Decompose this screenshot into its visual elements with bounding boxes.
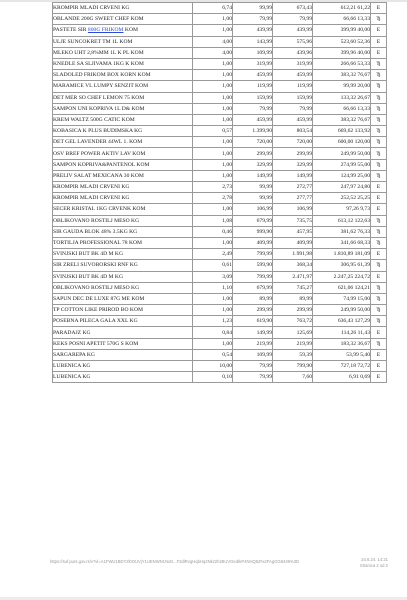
item-total: 329,99 bbox=[273, 159, 313, 170]
item-base-and-tax: 133,32 26,67 bbox=[313, 92, 371, 103]
item-quantity: 6,74 bbox=[193, 3, 233, 14]
receipt-items-table bbox=[52, 2, 387, 383]
item-total: 272,77 bbox=[273, 182, 313, 193]
table-row bbox=[53, 70, 387, 81]
item-quantity: 1,00 bbox=[193, 81, 233, 92]
item-total: 439,96 bbox=[273, 47, 313, 58]
receipt-items-body bbox=[53, 3, 387, 383]
item-total: 409,99 bbox=[273, 237, 313, 248]
item-name bbox=[53, 81, 193, 92]
item-unit-price: 1.399,90 bbox=[233, 126, 273, 137]
item-tax-label: Ђ bbox=[371, 305, 387, 316]
item-unit-price: 79,99 bbox=[233, 14, 273, 25]
item-tax-label: E bbox=[371, 249, 387, 260]
item-name-text: SVINJSKI BUT BK 4D M KG bbox=[53, 251, 123, 258]
item-base-and-tax: 66,66 13,33 bbox=[313, 103, 371, 114]
item-name-text: SIR ZRELI SUVOBORSKI RNF KG bbox=[53, 262, 138, 269]
item-quantity: 1,00 bbox=[193, 14, 233, 25]
item-unit-price: 79,99 bbox=[233, 372, 273, 383]
item-quantity: 1,23 bbox=[193, 316, 233, 327]
item-unit-price: 999,90 bbox=[233, 226, 273, 237]
item-base-and-tax: 600,00 120,00 bbox=[313, 137, 371, 148]
item-base-and-tax: 266,66 53,33 bbox=[313, 58, 371, 69]
item-name-text: OBLANDE 200G SWEET CHEF KOM bbox=[53, 16, 144, 23]
item-unit-price: 79,99 bbox=[233, 103, 273, 114]
item-quantity: 1,00 bbox=[193, 237, 233, 248]
item-unit-price: 99,99 bbox=[233, 3, 273, 14]
item-name-text: ULJE SUNCOKRET TM 1L KOM bbox=[53, 38, 133, 45]
item-quantity: 2,49 bbox=[193, 249, 233, 260]
item-quantity: 1,00 bbox=[193, 92, 233, 103]
item-base-and-tax: 183,32 36,67 bbox=[313, 338, 371, 349]
item-name-text: KROMPIR MLADI CRVENI KG bbox=[53, 5, 130, 12]
item-name bbox=[53, 260, 193, 271]
item-total: 720,00 bbox=[273, 137, 313, 148]
item-name bbox=[53, 137, 193, 148]
item-name bbox=[53, 215, 193, 226]
item-unit-price: 299,99 bbox=[233, 305, 273, 316]
item-tax-label: Ђ bbox=[371, 159, 387, 170]
item-quantity: 4,00 bbox=[193, 47, 233, 58]
item-total: 299,99 bbox=[273, 305, 313, 316]
item-name-text: KREM WALTZ 500G CATIC KOM bbox=[53, 116, 135, 123]
item-unit-price: 159,99 bbox=[233, 92, 273, 103]
item-name-text: LUBENICA KG bbox=[53, 374, 91, 381]
item-unit-price: 219,99 bbox=[233, 338, 273, 349]
item-tax-label: Ђ bbox=[371, 170, 387, 181]
item-tax-label: E bbox=[371, 349, 387, 360]
item-name bbox=[53, 25, 193, 36]
item-base-and-tax: 74,99 15,00 bbox=[313, 293, 371, 304]
item-unit-price: 109,99 bbox=[233, 47, 273, 58]
table-row bbox=[53, 25, 387, 36]
table-row bbox=[53, 92, 387, 103]
item-name bbox=[53, 193, 193, 204]
item-total: 1.991,98 bbox=[273, 249, 313, 260]
item-name bbox=[53, 92, 193, 103]
item-quantity: 1,00 bbox=[193, 338, 233, 349]
item-total: 79,99 bbox=[273, 14, 313, 25]
item-tax-label: Ђ bbox=[371, 126, 387, 137]
item-name bbox=[53, 237, 193, 248]
item-total: 79,99 bbox=[273, 103, 313, 114]
item-tax-label: Ђ bbox=[371, 226, 387, 237]
item-tax-label: Ђ bbox=[371, 316, 387, 327]
item-unit-price: 106,99 bbox=[233, 204, 273, 215]
item-total: 763,72 bbox=[273, 316, 313, 327]
item-name bbox=[53, 114, 193, 125]
item-total: 575,96 bbox=[273, 36, 313, 47]
item-tax-label: Ђ bbox=[371, 92, 387, 103]
table-row bbox=[53, 249, 387, 260]
item-name-text: DET MER SO CHEF LEMON 75 KOM bbox=[53, 94, 145, 101]
item-tax-label: Ђ bbox=[371, 293, 387, 304]
item-total: 803,54 bbox=[273, 126, 313, 137]
item-base-and-tax: 399,99 40,00 bbox=[313, 25, 371, 36]
item-name bbox=[53, 182, 193, 193]
item-quantity: 2,73 bbox=[193, 182, 233, 193]
item-unit-price: 409,99 bbox=[233, 237, 273, 248]
item-name-text: PASTETE SIR bbox=[53, 27, 88, 34]
item-total: 457,95 bbox=[273, 226, 313, 237]
table-row bbox=[53, 36, 387, 47]
item-name-text: MLEKO UHT 2,8%MM 1L K PL KOM bbox=[53, 49, 144, 56]
item-quantity: 4,00 bbox=[193, 36, 233, 47]
item-quantity: 0,57 bbox=[193, 126, 233, 137]
item-base-and-tax: 381,62 76,33 bbox=[313, 226, 371, 237]
item-name-text: OSV BREF POWER AKTIV LAV KOM bbox=[53, 150, 146, 157]
item-tax-label: E bbox=[371, 271, 387, 282]
footer-meta bbox=[360, 557, 388, 568]
item-name-text: SLADOLED FRIKOM BOX KORN KOM bbox=[53, 72, 151, 79]
item-name-text: POSEBNA PILECA GALA XXL KG bbox=[53, 318, 138, 325]
table-row bbox=[53, 204, 387, 215]
table-row bbox=[53, 14, 387, 25]
item-name bbox=[53, 70, 193, 81]
item-tax-label: E bbox=[371, 36, 387, 47]
item-tax-label: Ђ bbox=[371, 215, 387, 226]
item-base-and-tax: 383,32 76,67 bbox=[313, 114, 371, 125]
item-unit-price: 109,99 bbox=[233, 349, 273, 360]
item-total: 735,75 bbox=[273, 215, 313, 226]
item-name bbox=[53, 58, 193, 69]
item-base-and-tax: 249,99 50,00 bbox=[313, 305, 371, 316]
item-quantity: 0,46 bbox=[193, 226, 233, 237]
item-unit-price: 89,99 bbox=[233, 293, 273, 304]
table-row bbox=[53, 349, 387, 360]
item-tax-label: Ђ bbox=[371, 58, 387, 69]
footer-date: 24.6.24. 14:21 bbox=[361, 557, 388, 562]
item-total: 277,77 bbox=[273, 193, 313, 204]
item-total: 119,99 bbox=[273, 81, 313, 92]
table-row bbox=[53, 293, 387, 304]
item-base-and-tax: 341,66 68,33 bbox=[313, 237, 371, 248]
item-total: 459,99 bbox=[273, 114, 313, 125]
item-unit-price: 439,99 bbox=[233, 25, 273, 36]
item-base-and-tax: 399,96 40,00 bbox=[313, 47, 371, 58]
item-unit-price: 459,99 bbox=[233, 114, 273, 125]
item-total: 89,99 bbox=[273, 293, 313, 304]
item-unit-price: 99,99 bbox=[233, 182, 273, 193]
item-base-and-tax: 99,99 20,00 bbox=[313, 81, 371, 92]
item-tax-label: Ђ bbox=[371, 148, 387, 159]
item-total: 319,99 bbox=[273, 58, 313, 69]
item-name bbox=[53, 305, 193, 316]
item-unit-price: 319,99 bbox=[233, 58, 273, 69]
item-tax-label: E bbox=[371, 372, 387, 383]
item-total: 106,99 bbox=[273, 204, 313, 215]
item-total: 745,27 bbox=[273, 282, 313, 293]
item-name-text: PARADAJZ KG bbox=[53, 329, 91, 336]
item-name-text: KROMPIR MLADI CRVENI KG bbox=[53, 184, 130, 191]
item-total: 673,43 bbox=[273, 3, 313, 14]
item-tax-label: E bbox=[371, 47, 387, 58]
item-unit-price: 679,99 bbox=[233, 215, 273, 226]
item-unit-price: 799,99 bbox=[233, 249, 273, 260]
item-base-and-tax: 249,99 50,00 bbox=[313, 148, 371, 159]
item-quantity: 1,00 bbox=[193, 114, 233, 125]
item-unit-price: 619,90 bbox=[233, 316, 273, 327]
item-quantity: 10,00 bbox=[193, 361, 233, 372]
item-unit-price: 79,99 bbox=[233, 361, 273, 372]
item-tax-label: E bbox=[371, 182, 387, 193]
item-name-text: SECER KRISTAL 1KG CRVENK KOM bbox=[53, 206, 146, 213]
table-row bbox=[53, 338, 387, 349]
table-row bbox=[53, 103, 387, 114]
item-tax-label: Ђ bbox=[371, 14, 387, 25]
page-footer bbox=[50, 557, 388, 571]
item-base-and-tax: 636,43 127,29 bbox=[313, 316, 371, 327]
item-name-text: TP COTTON LIKE PRIROD BO KOM bbox=[53, 307, 143, 314]
item-tax-label: E bbox=[371, 193, 387, 204]
item-tax-label: Ђ bbox=[371, 103, 387, 114]
item-unit-price: 799,99 bbox=[233, 271, 273, 282]
item-total: 439,99 bbox=[273, 25, 313, 36]
table-row bbox=[53, 361, 387, 372]
item-quantity: 0,10 bbox=[193, 372, 233, 383]
item-base-and-tax: 383,32 76,67 bbox=[313, 70, 371, 81]
item-tax-label: E bbox=[371, 327, 387, 338]
item-unit-price: 299,99 bbox=[233, 148, 273, 159]
item-tax-label: Ђ bbox=[371, 260, 387, 271]
item-total: 59,39 bbox=[273, 349, 313, 360]
table-row bbox=[53, 305, 387, 316]
table-row bbox=[53, 126, 387, 137]
item-name-link[interactable]: 800G FRIKOM bbox=[87, 27, 124, 34]
item-name-text: KNEDLE SA SLJIVAMA 1KG K KOM bbox=[53, 61, 144, 68]
item-name-text: DET GEL LAVENDER 44WL 1. KOM bbox=[53, 139, 143, 146]
item-tax-label: Ђ bbox=[371, 282, 387, 293]
item-name bbox=[53, 226, 193, 237]
item-name bbox=[53, 349, 193, 360]
item-unit-price: 119,99 bbox=[233, 81, 273, 92]
item-name-text: SARGAREPA KG bbox=[53, 351, 95, 358]
item-name-text: KEKS POSNI APETIT 570G S KOM bbox=[53, 340, 139, 347]
item-total: 299,99 bbox=[273, 148, 313, 159]
item-total: 125,69 bbox=[273, 327, 313, 338]
item-base-and-tax: 66,66 13,33 bbox=[313, 14, 371, 25]
table-row bbox=[53, 372, 387, 383]
item-base-and-tax: 306,95 61,39 bbox=[313, 260, 371, 271]
item-tax-label: Ђ bbox=[371, 114, 387, 125]
item-base-and-tax: 247,97 24,80 bbox=[313, 182, 371, 193]
table-row bbox=[53, 260, 387, 271]
item-name bbox=[53, 14, 193, 25]
item-total: 219,99 bbox=[273, 338, 313, 349]
item-name bbox=[53, 372, 193, 383]
item-base-and-tax: 274,99 55,00 bbox=[313, 159, 371, 170]
item-tax-label: E bbox=[371, 3, 387, 14]
item-name bbox=[53, 126, 193, 137]
item-unit-price: 599,90 bbox=[233, 260, 273, 271]
table-row bbox=[53, 47, 387, 58]
item-name-text: LUBENICA KG bbox=[53, 363, 91, 370]
item-tax-label: Ђ bbox=[371, 137, 387, 148]
item-name-text: SVINJSKI BUT BK 4D M KG bbox=[53, 273, 123, 280]
item-name bbox=[53, 249, 193, 260]
item-base-and-tax: 2.247,25 224,72 bbox=[313, 271, 371, 282]
item-total: 368,34 bbox=[273, 260, 313, 271]
item-name bbox=[53, 47, 193, 58]
item-base-and-tax: 124,99 25,00 bbox=[313, 170, 371, 181]
item-quantity: 1,00 bbox=[193, 305, 233, 316]
item-name-text: OBLIKOVANO ROSTILJ MESO KG bbox=[53, 217, 140, 224]
item-tax-label: Ђ bbox=[371, 338, 387, 349]
table-row bbox=[53, 137, 387, 148]
item-name-text: KOBASICA K PLUS BUDIMSKA KG bbox=[53, 128, 143, 135]
item-quantity: 1,08 bbox=[193, 215, 233, 226]
item-quantity: 1,00 bbox=[193, 25, 233, 36]
item-base-and-tax: 114,26 11,43 bbox=[313, 327, 371, 338]
item-quantity: 1,00 bbox=[193, 58, 233, 69]
table-row bbox=[53, 271, 387, 282]
item-name bbox=[53, 282, 193, 293]
table-row bbox=[53, 114, 387, 125]
item-quantity: 1,00 bbox=[193, 137, 233, 148]
table-row bbox=[53, 316, 387, 327]
item-name bbox=[53, 293, 193, 304]
item-base-and-tax: 613,12 122,63 bbox=[313, 215, 371, 226]
item-name bbox=[53, 170, 193, 181]
item-quantity: 1,00 bbox=[193, 103, 233, 114]
table-row bbox=[53, 282, 387, 293]
item-tax-label: E bbox=[371, 25, 387, 36]
item-name-text: KROMPIR MLADI CRVENI KG bbox=[53, 195, 130, 202]
item-base-and-tax: 669,62 133,92 bbox=[313, 126, 371, 137]
table-row bbox=[53, 327, 387, 338]
item-unit-price: 679,99 bbox=[233, 282, 273, 293]
footer-page-number: Stranica 2 od 2 bbox=[359, 562, 388, 568]
item-quantity: 1,00 bbox=[193, 148, 233, 159]
item-tax-label: Ђ bbox=[371, 70, 387, 81]
item-total: 2.471,97 bbox=[273, 271, 313, 282]
item-unit-price: 329,99 bbox=[233, 159, 273, 170]
item-quantity: 1,00 bbox=[193, 159, 233, 170]
item-total: 149,99 bbox=[273, 170, 313, 181]
item-unit-price: 143,99 bbox=[233, 36, 273, 47]
item-name bbox=[53, 36, 193, 47]
table-row bbox=[53, 58, 387, 69]
item-name-tail: KOM bbox=[123, 27, 138, 34]
item-base-and-tax: 727,18 72,72 bbox=[313, 361, 371, 372]
item-name bbox=[53, 316, 193, 327]
item-quantity: 1,00 bbox=[193, 70, 233, 81]
item-total: 799,90 bbox=[273, 361, 313, 372]
item-name bbox=[53, 103, 193, 114]
item-name-text: MARAMICE VL LUMPY SENZIT KOM bbox=[53, 83, 149, 90]
item-quantity: 1,00 bbox=[193, 293, 233, 304]
item-name bbox=[53, 271, 193, 282]
item-quantity: 1,00 bbox=[193, 170, 233, 181]
item-total: 459,99 bbox=[273, 70, 313, 81]
table-row bbox=[53, 226, 387, 237]
item-base-and-tax: 523,60 52,36 bbox=[313, 36, 371, 47]
item-quantity: 3,09 bbox=[193, 271, 233, 282]
table-row bbox=[53, 182, 387, 193]
item-name-text: SAMPON KOPRIVA&PANTENOL KOM bbox=[53, 161, 150, 168]
item-unit-price: 99,99 bbox=[233, 193, 273, 204]
item-quantity: 0,84 bbox=[193, 327, 233, 338]
item-name-text: SIR GAUDA BLOK 48% 3.5KG KG bbox=[53, 228, 138, 235]
item-base-and-tax: 1.810,89 181,09 bbox=[313, 249, 371, 260]
footer-url[interactable]: https://suf.purs.gov.rs/v?vl=A1FWU1BDYzl0OUVjY1UENWN1NxD...F3dlRvgHqbHq2Nkz2hzBUVOedIkP4NHQ6Z%2FAgGG8449%3D bbox=[50, 559, 300, 564]
item-quantity: 1,10 bbox=[193, 282, 233, 293]
item-name bbox=[53, 159, 193, 170]
item-name-text: SAMPON UNI KOPRIVA 1L D& KOM bbox=[53, 105, 145, 112]
table-row bbox=[53, 159, 387, 170]
item-unit-price: 459,99 bbox=[233, 70, 273, 81]
table-row bbox=[53, 237, 387, 248]
item-name-text: TORTILJA PROFESSIONAL 78 KOM bbox=[53, 240, 143, 247]
item-name bbox=[53, 3, 193, 14]
table-row bbox=[53, 3, 387, 14]
item-name bbox=[53, 361, 193, 372]
item-unit-price: 149,99 bbox=[233, 170, 273, 181]
item-quantity: 0,61 bbox=[193, 260, 233, 271]
item-base-and-tax: 53,99 5,40 bbox=[313, 349, 371, 360]
item-quantity: 2,78 bbox=[193, 193, 233, 204]
item-tax-label: E bbox=[371, 361, 387, 372]
table-row bbox=[53, 193, 387, 204]
item-tax-label: Ђ bbox=[371, 237, 387, 248]
item-name bbox=[53, 148, 193, 159]
item-unit-price: 720,00 bbox=[233, 137, 273, 148]
table-row bbox=[53, 148, 387, 159]
item-name-text: OBLIKOVANO ROSTILJ MESO KG bbox=[53, 284, 140, 291]
item-base-and-tax: 6,91 0,69 bbox=[313, 372, 371, 383]
item-name bbox=[53, 327, 193, 338]
item-unit-price: 149,99 bbox=[233, 327, 273, 338]
item-tax-label: E bbox=[371, 204, 387, 215]
item-base-and-tax: 252,52 25,25 bbox=[313, 193, 371, 204]
table-row bbox=[53, 81, 387, 92]
item-base-and-tax: 621,06 124,21 bbox=[313, 282, 371, 293]
item-name-text: SAPUN DEC DE LUXE 87G ME KOM bbox=[53, 295, 145, 302]
item-base-and-tax: 612,21 61,22 bbox=[313, 3, 371, 14]
item-total: 159,99 bbox=[273, 92, 313, 103]
table-row bbox=[53, 215, 387, 226]
item-total: 7,60 bbox=[273, 372, 313, 383]
item-quantity: 0,54 bbox=[193, 349, 233, 360]
table-row bbox=[53, 170, 387, 181]
item-quantity: 1,00 bbox=[193, 204, 233, 215]
item-name bbox=[53, 204, 193, 215]
item-name bbox=[53, 338, 193, 349]
item-base-and-tax: 97,26 9,73 bbox=[313, 204, 371, 215]
item-tax-label: Ђ bbox=[371, 81, 387, 92]
item-name-text: PRELIV SALAT MEXICANA 30 KOM bbox=[53, 172, 144, 179]
